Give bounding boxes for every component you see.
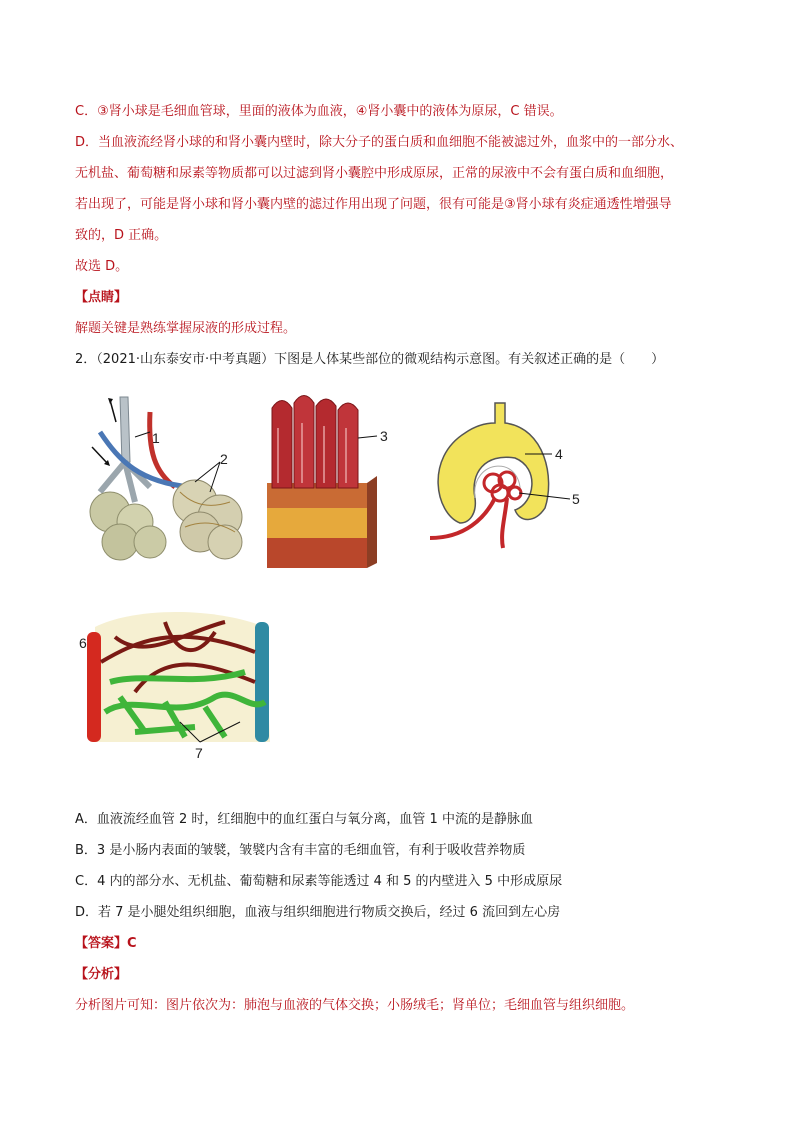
figure-label-6: 6	[79, 635, 87, 651]
option-c: C．4 内的部分水、无机盐、葡萄糖和尿素等能透过 4 和 5 的内壁进入 5 中形成原尿	[75, 874, 563, 889]
figure-label-3: 3	[380, 428, 388, 444]
analysis-conclusion: 故选 D。	[75, 259, 129, 274]
alveoli-figure	[80, 392, 260, 572]
arrow-down	[92, 447, 108, 464]
efferent-vessel	[502, 498, 507, 548]
analysis-heading: 【分析】	[75, 967, 128, 982]
analysis-option-d-line2: 无机盐、葡萄糖和尿素等物质都可以过滤到肾小囊腔中形成原尿，正常的尿液中不会有蛋白质和血细胞，	[75, 166, 674, 181]
alveoli-cluster-left	[90, 492, 166, 560]
villi-figure	[262, 388, 412, 573]
analysis-option-d-line1: D．当血液流经肾小球的和肾小囊内壁时，除大分子的蛋白质和血细胞不能被滤过外，血浆中的一部分水、	[75, 135, 684, 150]
figure-label-7: 7	[195, 745, 203, 761]
vessel-1-red	[150, 412, 175, 487]
option-d: D．若 7 是小腿处组织细胞，血液与组织细胞进行物质交换后，经过 6 流回到左心房	[75, 905, 561, 920]
villi-fingers	[272, 396, 358, 489]
nephron-figure	[415, 398, 590, 558]
figure-label-4: 4	[555, 446, 563, 462]
analysis-option-d-line4: 致的，D 正确。	[75, 228, 168, 243]
analysis-option-d-line3: 若出现了，可能是肾小球和肾小囊内壁的滤过作用出现了问题，很有可能是③肾小球有炎症通透性增强导	[75, 197, 672, 212]
option-b: B．3 是小肠内表面的皱襞，皱襞内含有丰富的毛细血管，有利于吸收营养物质	[75, 843, 526, 858]
glomerulus	[484, 472, 521, 501]
arteriole	[87, 632, 101, 742]
figure-label-1: 1	[152, 430, 160, 446]
bronchiole-tube	[120, 397, 130, 464]
answer: 【答案】C	[75, 936, 137, 951]
question-stem: 2．（2021·山东泰安市·中考真题）下图是人体某些部位的微观结构示意图。有关叙述正确的是（ ）	[75, 352, 665, 367]
figure-label-5: 5	[572, 491, 580, 507]
villi-submucosa	[267, 508, 367, 538]
option-a: A．血液流经血管 2 时，红细胞中的血红蛋白与氧分离，血管 1 中流的是静脉血	[75, 812, 533, 827]
dianjing-text: 解题关键是熟练掌握尿液的形成过程。	[75, 321, 297, 336]
venule	[255, 622, 269, 742]
figure-label-2: 2	[220, 451, 228, 467]
analysis-option-c: C．③肾小球是毛细血管球，里面的液体为血液，④肾小囊中的液体为原尿，C 错误。	[75, 104, 563, 119]
alveoli-cluster-right	[173, 480, 242, 559]
capillary-figure	[75, 602, 275, 762]
dianjing-heading: 【点睛】	[75, 290, 128, 305]
arrow-up	[110, 400, 116, 422]
analysis-text: 分析图片可知：图片依次为：肺泡与血液的气体交换；小肠绒毛；肾单位；毛细血管与组织细胞。	[75, 998, 635, 1013]
